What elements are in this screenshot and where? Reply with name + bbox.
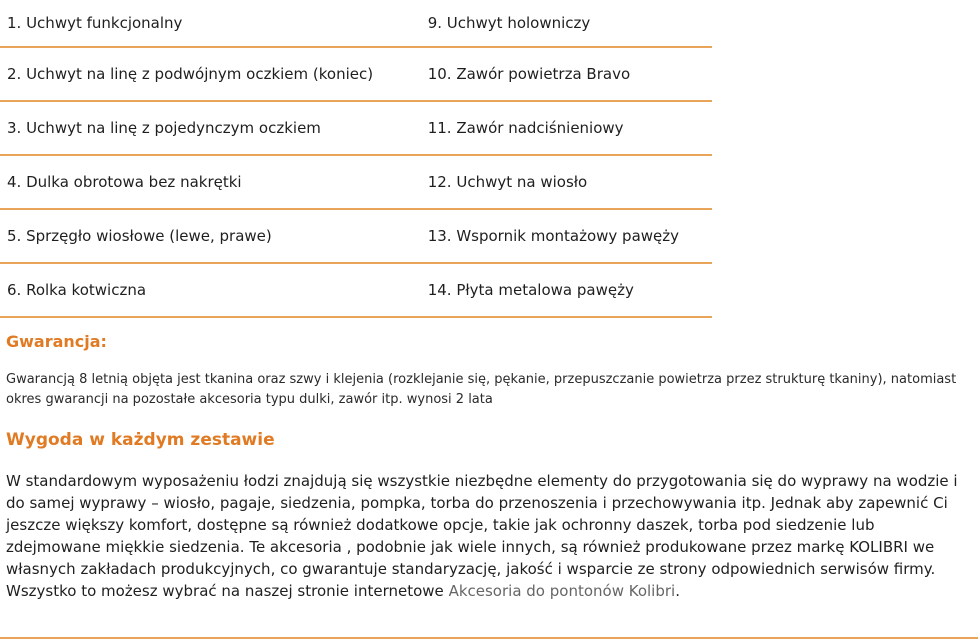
part-item: 13. Wspornik montażowy pawęży	[421, 209, 712, 263]
table-row	[0, 263, 712, 317]
table-row	[0, 101, 712, 155]
bottom-divider	[0, 637, 978, 639]
table-row	[0, 0, 712, 47]
part-item: 1. Uchwyt funkcjonalny	[0, 0, 421, 47]
accessories-link[interactable]: Akcesoria do pontonów Kolibri	[448, 582, 676, 600]
comfort-text-body: W standardowym wyposażeniu łodzi znajdują się wszystkie niezbędne elementy do przygotowania się do wyprawy na wodzie i do samej wyprawy – wiosło, pagaje, siedzenia, pompka, torba do przenoszenia i przechowywania itp. Jednak aby zapewnić Ci jeszcze większy komfort, dostępne są również dodatkowe opcje, takie jak ochronny daszek, torba pod siedzenie lub zdejmowane miękkie siedzenia. Te akcesoria , podobnie jak wiele innych, są również produkowane przez markę KOLIBRI we własnych zakładach produkcyjnych, co gwarantuje standaryzację, jakość i wsparcie ze strony odpowiednich serwisów firmy. Wszystko to możesz wybrać na naszej stronie internetowe	[6, 472, 958, 600]
comfort-text-end: .	[675, 582, 680, 600]
part-item: 5. Sprzęgło wiosłowe (lewe, prawe)	[0, 209, 421, 263]
warranty-text: Gwarancją 8 letnią objęta jest tkanina oraz szwy i klejenia (rozklejanie się, pękanie, przepuszczanie powietrza przez strukturę tkaniny), natomiast okres gwarancji na pozostałe akcesoria typu dulki, zawór itp. wynosi 2 lata	[6, 372, 957, 407]
part-item: 9. Uchwyt holowniczy	[421, 0, 712, 47]
comfort-heading: Wygoda w każdym zestawie	[6, 430, 275, 450]
part-item: 4. Dulka obrotowa bez nakrętki	[0, 155, 421, 209]
part-item: 11. Zawór nadciśnieniowy	[421, 101, 712, 155]
table-row	[0, 155, 712, 209]
part-item: 10. Zawór powietrza Bravo	[421, 47, 712, 101]
comfort-text	[6, 470, 972, 602]
part-item: 12. Uchwyt na wiosło	[421, 155, 712, 209]
part-item: 3. Uchwyt na linę z pojedynczym oczkiem	[0, 101, 421, 155]
table-row	[0, 209, 712, 263]
part-item: 6. Rolka kotwiczna	[0, 263, 421, 317]
warranty-heading: Gwarancja:	[6, 332, 107, 351]
part-item: 2. Uchwyt na linę z podwójnym oczkiem (koniec)	[0, 47, 421, 101]
part-item: 14. Płyta metalowa pawęży	[421, 263, 712, 317]
table-row	[0, 47, 712, 101]
parts-list-table	[0, 0, 712, 318]
